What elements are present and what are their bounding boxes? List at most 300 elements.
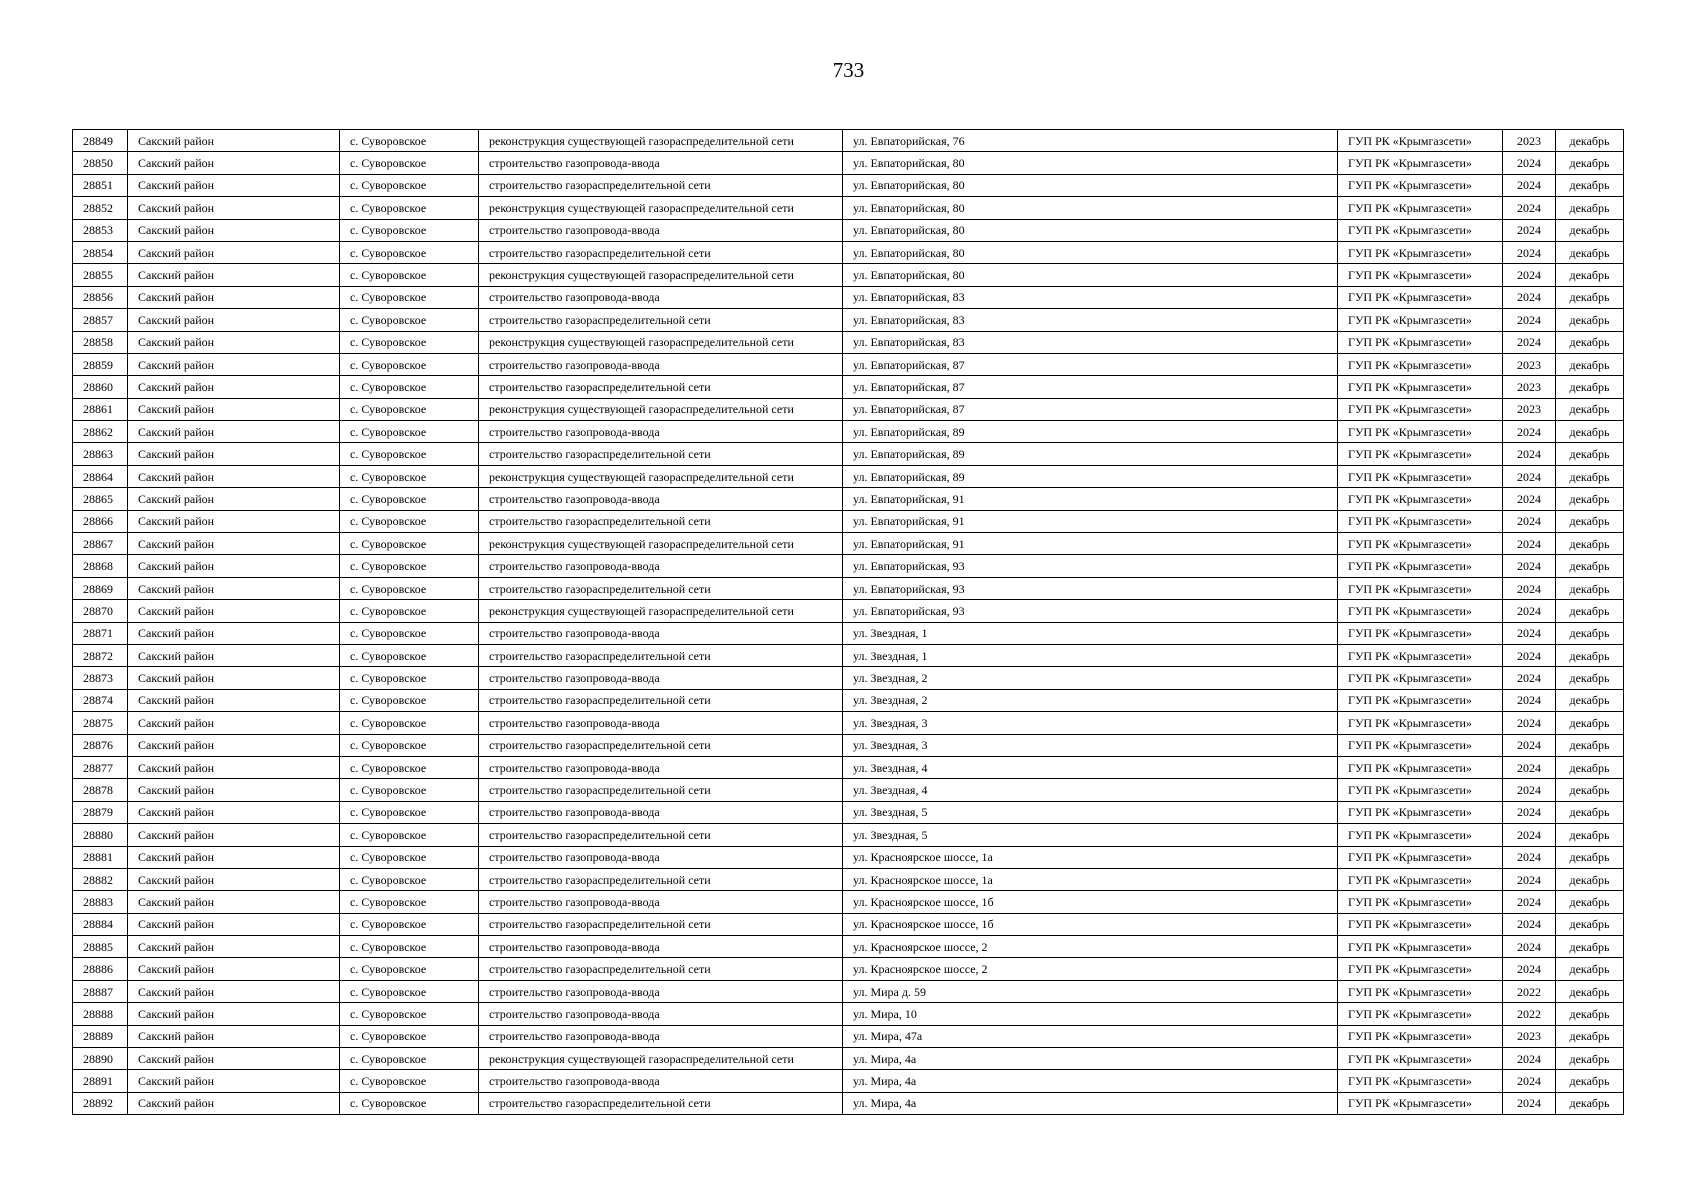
- month-cell: декабрь: [1556, 644, 1624, 666]
- row-number-cell: 28879: [73, 801, 128, 823]
- settlement-cell: с. Суворовское: [340, 130, 479, 152]
- settlement-cell: с. Суворовское: [340, 376, 479, 398]
- organization-cell: ГУП РК «Крымгазсети»: [1338, 130, 1503, 152]
- district-cell: Сакский район: [128, 241, 340, 263]
- settlement-cell: с. Суворовское: [340, 779, 479, 801]
- table-row: [73, 891, 1624, 913]
- month-cell: декабрь: [1556, 421, 1624, 443]
- table-row: [73, 219, 1624, 241]
- address-cell: ул. Звездная, 1: [843, 622, 1338, 644]
- month-cell: декабрь: [1556, 465, 1624, 487]
- work-type-cell: реконструкция существующей газораспределительной сети: [479, 600, 843, 622]
- district-cell: Сакский район: [128, 891, 340, 913]
- row-number-cell: 28850: [73, 152, 128, 174]
- year-cell: 2024: [1503, 1070, 1556, 1092]
- settlement-cell: с. Суворовское: [340, 1025, 479, 1047]
- district-cell: Сакский район: [128, 622, 340, 644]
- work-type-cell: строительство газораспределительной сети: [479, 689, 843, 711]
- district-cell: Сакский район: [128, 756, 340, 778]
- row-number-cell: 28880: [73, 824, 128, 846]
- address-cell: ул. Мира, 4а: [843, 1048, 1338, 1070]
- work-type-cell: реконструкция существующей газораспределительной сети: [479, 331, 843, 353]
- settlement-cell: с. Суворовское: [340, 622, 479, 644]
- table-row: [73, 756, 1624, 778]
- organization-cell: ГУП РК «Крымгазсети»: [1338, 689, 1503, 711]
- year-cell: 2024: [1503, 533, 1556, 555]
- organization-cell: ГУП РК «Крымгазсети»: [1338, 1003, 1503, 1025]
- address-cell: ул. Евпаторийская, 93: [843, 577, 1338, 599]
- address-cell: ул. Красноярское шоссе, 2: [843, 958, 1338, 980]
- settlement-cell: с. Суворовское: [340, 734, 479, 756]
- year-cell: 2024: [1503, 241, 1556, 263]
- table-row: [73, 667, 1624, 689]
- settlement-cell: с. Суворовское: [340, 174, 479, 196]
- settlement-cell: с. Суворовское: [340, 398, 479, 420]
- row-number-cell: 28868: [73, 555, 128, 577]
- row-number-cell: 28851: [73, 174, 128, 196]
- month-cell: декабрь: [1556, 443, 1624, 465]
- row-number-cell: 28856: [73, 286, 128, 308]
- district-cell: Сакский район: [128, 533, 340, 555]
- month-cell: декабрь: [1556, 264, 1624, 286]
- address-cell: ул. Красноярское шоссе, 1б: [843, 913, 1338, 935]
- month-cell: декабрь: [1556, 331, 1624, 353]
- row-number-cell: 28876: [73, 734, 128, 756]
- address-cell: ул. Евпаторийская, 80: [843, 264, 1338, 286]
- table-row: [73, 309, 1624, 331]
- work-type-cell: строительство газопровода-ввода: [479, 891, 843, 913]
- table-row: [73, 286, 1624, 308]
- work-type-cell: строительство газопровода-ввода: [479, 152, 843, 174]
- month-cell: декабрь: [1556, 1070, 1624, 1092]
- table-row: [73, 1003, 1624, 1025]
- row-number-cell: 28869: [73, 577, 128, 599]
- year-cell: 2024: [1503, 488, 1556, 510]
- year-cell: 2024: [1503, 756, 1556, 778]
- address-cell: ул. Евпаторийская, 83: [843, 331, 1338, 353]
- row-number-cell: 28883: [73, 891, 128, 913]
- address-cell: ул. Евпаторийская, 89: [843, 465, 1338, 487]
- year-cell: 2024: [1503, 824, 1556, 846]
- year-cell: 2024: [1503, 600, 1556, 622]
- organization-cell: ГУП РК «Крымгазсети»: [1338, 1025, 1503, 1047]
- organization-cell: ГУП РК «Крымгазсети»: [1338, 197, 1503, 219]
- address-cell: ул. Красноярское шоссе, 1б: [843, 891, 1338, 913]
- year-cell: 2024: [1503, 734, 1556, 756]
- month-cell: декабрь: [1556, 756, 1624, 778]
- month-cell: декабрь: [1556, 689, 1624, 711]
- table-row: [73, 980, 1624, 1002]
- settlement-cell: с. Суворовское: [340, 353, 479, 375]
- month-cell: декабрь: [1556, 533, 1624, 555]
- address-cell: ул. Евпаторийская, 80: [843, 219, 1338, 241]
- table-row: [73, 465, 1624, 487]
- settlement-cell: с. Суворовское: [340, 241, 479, 263]
- work-type-cell: строительство газопровода-ввода: [479, 555, 843, 577]
- work-type-cell: строительство газораспределительной сети: [479, 174, 843, 196]
- district-cell: Сакский район: [128, 443, 340, 465]
- district-cell: Сакский район: [128, 286, 340, 308]
- month-cell: декабрь: [1556, 219, 1624, 241]
- year-cell: 2022: [1503, 1003, 1556, 1025]
- district-cell: Сакский район: [128, 824, 340, 846]
- settlement-cell: с. Суворовское: [340, 689, 479, 711]
- work-type-cell: строительство газопровода-ввода: [479, 667, 843, 689]
- organization-cell: ГУП РК «Крымгазсети»: [1338, 756, 1503, 778]
- work-type-cell: строительство газопровода-ввода: [479, 421, 843, 443]
- organization-cell: ГУП РК «Крымгазсети»: [1338, 241, 1503, 263]
- month-cell: декабрь: [1556, 376, 1624, 398]
- year-cell: 2024: [1503, 1092, 1556, 1114]
- work-type-cell: строительство газопровода-ввода: [479, 1025, 843, 1047]
- district-cell: Сакский район: [128, 510, 340, 532]
- district-cell: Сакский район: [128, 801, 340, 823]
- work-type-cell: реконструкция существующей газораспределительной сети: [479, 465, 843, 487]
- organization-cell: ГУП РК «Крымгазсети»: [1338, 510, 1503, 532]
- month-cell: декабрь: [1556, 1092, 1624, 1114]
- work-type-cell: строительство газопровода-ввода: [479, 219, 843, 241]
- year-cell: 2024: [1503, 264, 1556, 286]
- table-row: [73, 1092, 1624, 1114]
- table-row: [73, 398, 1624, 420]
- table-row: [73, 689, 1624, 711]
- organization-cell: ГУП РК «Крымгазсети»: [1338, 309, 1503, 331]
- organization-cell: ГУП РК «Крымгазсети»: [1338, 734, 1503, 756]
- month-cell: декабрь: [1556, 309, 1624, 331]
- address-cell: ул. Красноярское шоссе, 2: [843, 936, 1338, 958]
- row-number-cell: 28889: [73, 1025, 128, 1047]
- year-cell: 2024: [1503, 622, 1556, 644]
- settlement-cell: с. Суворовское: [340, 510, 479, 532]
- settlement-cell: с. Суворовское: [340, 152, 479, 174]
- district-cell: Сакский район: [128, 264, 340, 286]
- table-row: [73, 644, 1624, 666]
- row-number-cell: 28866: [73, 510, 128, 532]
- work-type-cell: строительство газопровода-ввода: [479, 622, 843, 644]
- row-number-cell: 28853: [73, 219, 128, 241]
- settlement-cell: с. Суворовское: [340, 1003, 479, 1025]
- year-cell: 2024: [1503, 309, 1556, 331]
- organization-cell: ГУП РК «Крымгазсети»: [1338, 600, 1503, 622]
- organization-cell: ГУП РК «Крымгазсети»: [1338, 421, 1503, 443]
- organization-cell: ГУП РК «Крымгазсети»: [1338, 376, 1503, 398]
- district-cell: Сакский район: [128, 152, 340, 174]
- work-type-cell: строительство газораспределительной сети: [479, 577, 843, 599]
- organization-cell: ГУП РК «Крымгазсети»: [1338, 555, 1503, 577]
- address-cell: ул. Звездная, 4: [843, 779, 1338, 801]
- work-type-cell: строительство газопровода-ввода: [479, 353, 843, 375]
- row-number-cell: 28870: [73, 600, 128, 622]
- district-cell: Сакский район: [128, 913, 340, 935]
- organization-cell: ГУП РК «Крымгазсети»: [1338, 801, 1503, 823]
- table-row: [73, 197, 1624, 219]
- address-cell: ул. Евпаторийская, 89: [843, 443, 1338, 465]
- month-cell: декабрь: [1556, 1025, 1624, 1047]
- district-cell: Сакский район: [128, 734, 340, 756]
- month-cell: декабрь: [1556, 913, 1624, 935]
- row-number-cell: 28864: [73, 465, 128, 487]
- work-type-cell: строительство газораспределительной сети: [479, 644, 843, 666]
- year-cell: 2023: [1503, 130, 1556, 152]
- row-number-cell: 28872: [73, 644, 128, 666]
- row-number-cell: 28882: [73, 868, 128, 890]
- address-cell: ул. Мира, 47а: [843, 1025, 1338, 1047]
- district-cell: Сакский район: [128, 958, 340, 980]
- table-row: [73, 577, 1624, 599]
- address-cell: ул. Звездная, 4: [843, 756, 1338, 778]
- registry-table: [72, 129, 1624, 1115]
- month-cell: декабрь: [1556, 510, 1624, 532]
- month-cell: декабрь: [1556, 398, 1624, 420]
- row-number-cell: 28867: [73, 533, 128, 555]
- month-cell: декабрь: [1556, 868, 1624, 890]
- address-cell: ул. Евпаторийская, 93: [843, 555, 1338, 577]
- district-cell: Сакский район: [128, 577, 340, 599]
- month-cell: декабрь: [1556, 353, 1624, 375]
- settlement-cell: с. Суворовское: [340, 868, 479, 890]
- settlement-cell: с. Суворовское: [340, 286, 479, 308]
- year-cell: 2024: [1503, 219, 1556, 241]
- address-cell: ул. Евпаторийская, 80: [843, 152, 1338, 174]
- month-cell: декабрь: [1556, 488, 1624, 510]
- row-number-cell: 28857: [73, 309, 128, 331]
- year-cell: 2022: [1503, 980, 1556, 1002]
- address-cell: ул. Евпаторийская, 91: [843, 510, 1338, 532]
- address-cell: ул. Звездная, 5: [843, 824, 1338, 846]
- district-cell: Сакский район: [128, 644, 340, 666]
- work-type-cell: строительство газораспределительной сети: [479, 913, 843, 935]
- year-cell: 2023: [1503, 398, 1556, 420]
- year-cell: 2024: [1503, 331, 1556, 353]
- district-cell: Сакский район: [128, 712, 340, 734]
- page-number: 733: [832, 58, 865, 82]
- district-cell: Сакский район: [128, 421, 340, 443]
- settlement-cell: с. Суворовское: [340, 891, 479, 913]
- row-number-cell: 28854: [73, 241, 128, 263]
- month-cell: декабрь: [1556, 130, 1624, 152]
- organization-cell: ГУП РК «Крымгазсети»: [1338, 980, 1503, 1002]
- table-row: [73, 779, 1624, 801]
- work-type-cell: строительство газопровода-ввода: [479, 286, 843, 308]
- organization-cell: ГУП РК «Крымгазсети»: [1338, 577, 1503, 599]
- address-cell: ул. Звездная, 2: [843, 667, 1338, 689]
- year-cell: 2024: [1503, 644, 1556, 666]
- organization-cell: ГУП РК «Крымгазсети»: [1338, 533, 1503, 555]
- work-type-cell: строительство газопровода-ввода: [479, 801, 843, 823]
- table-row: [73, 488, 1624, 510]
- work-type-cell: строительство газопровода-ввода: [479, 712, 843, 734]
- organization-cell: ГУП РК «Крымгазсети»: [1338, 846, 1503, 868]
- organization-cell: ГУП РК «Крымгазсети»: [1338, 891, 1503, 913]
- address-cell: ул. Евпаторийская, 80: [843, 241, 1338, 263]
- year-cell: 2024: [1503, 958, 1556, 980]
- work-type-cell: строительство газопровода-ввода: [479, 1070, 843, 1092]
- year-cell: 2024: [1503, 1048, 1556, 1070]
- district-cell: Сакский район: [128, 398, 340, 420]
- row-number-cell: 28859: [73, 353, 128, 375]
- year-cell: 2024: [1503, 510, 1556, 532]
- district-cell: Сакский район: [128, 667, 340, 689]
- year-cell: 2024: [1503, 443, 1556, 465]
- settlement-cell: с. Суворовское: [340, 756, 479, 778]
- month-cell: декабрь: [1556, 241, 1624, 263]
- organization-cell: ГУП РК «Крымгазсети»: [1338, 779, 1503, 801]
- district-cell: Сакский район: [128, 130, 340, 152]
- organization-cell: ГУП РК «Крымгазсети»: [1338, 913, 1503, 935]
- district-cell: Сакский район: [128, 779, 340, 801]
- month-cell: декабрь: [1556, 555, 1624, 577]
- table-row: [73, 913, 1624, 935]
- district-cell: Сакский район: [128, 309, 340, 331]
- address-cell: ул. Евпаторийская, 87: [843, 376, 1338, 398]
- district-cell: Сакский район: [128, 868, 340, 890]
- month-cell: декабрь: [1556, 824, 1624, 846]
- work-type-cell: реконструкция существующей газораспределительной сети: [479, 197, 843, 219]
- month-cell: декабрь: [1556, 980, 1624, 1002]
- year-cell: 2024: [1503, 891, 1556, 913]
- organization-cell: ГУП РК «Крымгазсети»: [1338, 1092, 1503, 1114]
- year-cell: 2024: [1503, 801, 1556, 823]
- year-cell: 2024: [1503, 174, 1556, 196]
- table-row: [73, 241, 1624, 263]
- work-type-cell: строительство газораспределительной сети: [479, 958, 843, 980]
- work-type-cell: строительство газораспределительной сети: [479, 443, 843, 465]
- settlement-cell: с. Суворовское: [340, 465, 479, 487]
- settlement-cell: с. Суворовское: [340, 264, 479, 286]
- year-cell: 2023: [1503, 353, 1556, 375]
- row-number-cell: 28878: [73, 779, 128, 801]
- row-number-cell: 28858: [73, 331, 128, 353]
- table-row: [73, 1048, 1624, 1070]
- organization-cell: ГУП РК «Крымгазсети»: [1338, 1048, 1503, 1070]
- address-cell: ул. Евпаторийская, 80: [843, 174, 1338, 196]
- year-cell: 2024: [1503, 913, 1556, 935]
- year-cell: 2024: [1503, 577, 1556, 599]
- table-row: [73, 510, 1624, 532]
- organization-cell: ГУП РК «Крымгазсети»: [1338, 331, 1503, 353]
- address-cell: ул. Евпаторийская, 89: [843, 421, 1338, 443]
- organization-cell: ГУП РК «Крымгазсети»: [1338, 644, 1503, 666]
- district-cell: Сакский район: [128, 689, 340, 711]
- table-row: [73, 130, 1624, 152]
- row-number-cell: 28865: [73, 488, 128, 510]
- district-cell: Сакский район: [128, 936, 340, 958]
- table-row: [73, 734, 1624, 756]
- year-cell: 2023: [1503, 376, 1556, 398]
- settlement-cell: с. Суворовское: [340, 958, 479, 980]
- month-cell: декабрь: [1556, 1048, 1624, 1070]
- organization-cell: ГУП РК «Крымгазсети»: [1338, 622, 1503, 644]
- table-row: [73, 1025, 1624, 1047]
- table-row: [73, 958, 1624, 980]
- month-cell: декабрь: [1556, 600, 1624, 622]
- year-cell: 2024: [1503, 846, 1556, 868]
- district-cell: Сакский район: [128, 846, 340, 868]
- organization-cell: ГУП РК «Крымгазсети»: [1338, 465, 1503, 487]
- address-cell: ул. Евпаторийская, 93: [843, 600, 1338, 622]
- address-cell: ул. Евпаторийская, 76: [843, 130, 1338, 152]
- settlement-cell: с. Суворовское: [340, 309, 479, 331]
- settlement-cell: с. Суворовское: [340, 600, 479, 622]
- month-cell: декабрь: [1556, 846, 1624, 868]
- address-cell: ул. Евпаторийская, 83: [843, 309, 1338, 331]
- settlement-cell: с. Суворовское: [340, 421, 479, 443]
- address-cell: ул. Мира, 10: [843, 1003, 1338, 1025]
- month-cell: декабрь: [1556, 197, 1624, 219]
- settlement-cell: с. Суворовское: [340, 577, 479, 599]
- settlement-cell: с. Суворовское: [340, 1048, 479, 1070]
- district-cell: Сакский район: [128, 1048, 340, 1070]
- work-type-cell: строительство газораспределительной сети: [479, 241, 843, 263]
- year-cell: 2024: [1503, 152, 1556, 174]
- month-cell: декабрь: [1556, 779, 1624, 801]
- settlement-cell: с. Суворовское: [340, 644, 479, 666]
- settlement-cell: с. Суворовское: [340, 1092, 479, 1114]
- settlement-cell: с. Суворовское: [340, 197, 479, 219]
- settlement-cell: с. Суворовское: [340, 555, 479, 577]
- work-type-cell: строительство газораспределительной сети: [479, 734, 843, 756]
- month-cell: декабрь: [1556, 577, 1624, 599]
- table-row: [73, 712, 1624, 734]
- settlement-cell: с. Суворовское: [340, 712, 479, 734]
- work-type-cell: строительство газораспределительной сети: [479, 824, 843, 846]
- month-cell: декабрь: [1556, 712, 1624, 734]
- month-cell: декабрь: [1556, 174, 1624, 196]
- settlement-cell: с. Суворовское: [340, 443, 479, 465]
- year-cell: 2024: [1503, 689, 1556, 711]
- district-cell: Сакский район: [128, 1003, 340, 1025]
- organization-cell: ГУП РК «Крымгазсети»: [1338, 398, 1503, 420]
- address-cell: ул. Звездная, 1: [843, 644, 1338, 666]
- month-cell: декабрь: [1556, 152, 1624, 174]
- organization-cell: ГУП РК «Крымгазсети»: [1338, 488, 1503, 510]
- table-row: [73, 331, 1624, 353]
- settlement-cell: с. Суворовское: [340, 824, 479, 846]
- row-number-cell: 28892: [73, 1092, 128, 1114]
- work-type-cell: строительство газораспределительной сети: [479, 779, 843, 801]
- district-cell: Сакский район: [128, 1070, 340, 1092]
- district-cell: Сакский район: [128, 174, 340, 196]
- organization-cell: ГУП РК «Крымгазсети»: [1338, 936, 1503, 958]
- table-row: [73, 264, 1624, 286]
- settlement-cell: с. Суворовское: [340, 667, 479, 689]
- row-number-cell: 28886: [73, 958, 128, 980]
- address-cell: ул. Евпаторийская, 87: [843, 398, 1338, 420]
- district-cell: Сакский район: [128, 600, 340, 622]
- settlement-cell: с. Суворовское: [340, 219, 479, 241]
- work-type-cell: строительство газопровода-ввода: [479, 488, 843, 510]
- settlement-cell: с. Суворовское: [340, 331, 479, 353]
- settlement-cell: с. Суворовское: [340, 913, 479, 935]
- district-cell: Сакский район: [128, 376, 340, 398]
- address-cell: ул. Евпаторийская, 87: [843, 353, 1338, 375]
- year-cell: 2024: [1503, 712, 1556, 734]
- work-type-cell: реконструкция существующей газораспределительной сети: [479, 398, 843, 420]
- table-row: [73, 533, 1624, 555]
- month-cell: декабрь: [1556, 1003, 1624, 1025]
- row-number-cell: 28852: [73, 197, 128, 219]
- row-number-cell: 28881: [73, 846, 128, 868]
- address-cell: ул. Звездная, 3: [843, 734, 1338, 756]
- address-cell: ул. Евпаторийская, 83: [843, 286, 1338, 308]
- organization-cell: ГУП РК «Крымгазсети»: [1338, 353, 1503, 375]
- district-cell: Сакский район: [128, 555, 340, 577]
- work-type-cell: строительство газопровода-ввода: [479, 756, 843, 778]
- row-number-cell: 28862: [73, 421, 128, 443]
- work-type-cell: строительство газораспределительной сети: [479, 868, 843, 890]
- work-type-cell: реконструкция существующей газораспределительной сети: [479, 264, 843, 286]
- year-cell: 2024: [1503, 555, 1556, 577]
